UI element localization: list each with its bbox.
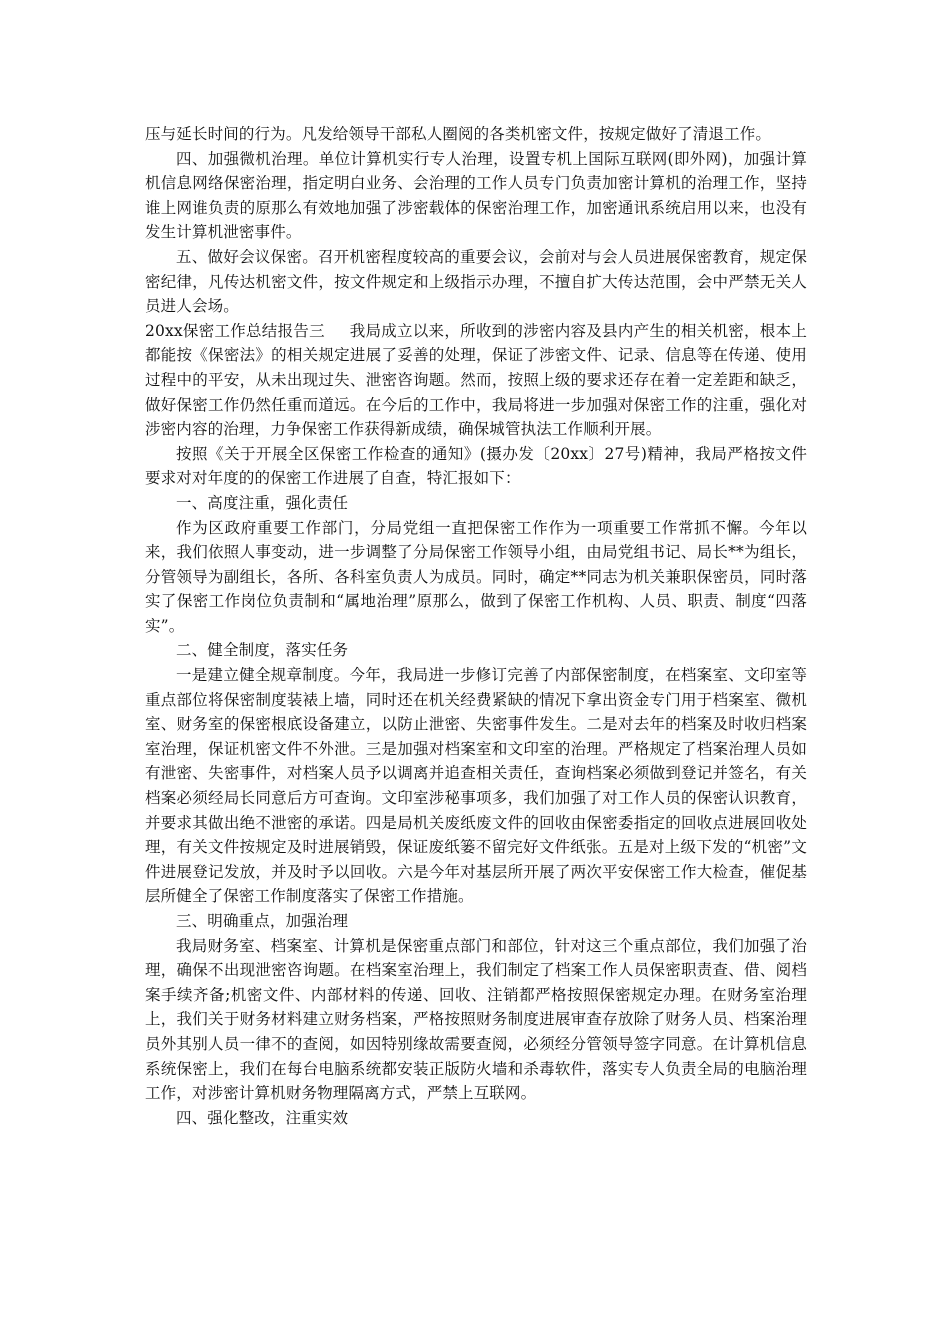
section-heading-1: 一、高度注重，强化责任 [176, 493, 349, 512]
section-heading-2: 二、健全制度，落实任务 [176, 641, 349, 660]
paragraph-notice: 按照《关于开展全区保密工作检查的通知》(摄办发〔20xx〕27号)精神，我局严格按文件要求对对年度的的保密工作进展了自查，特汇报如下： [145, 444, 807, 488]
section-heading-4: 四、强化整改，注重实效 [176, 1108, 349, 1127]
section-heading-3: 三、明确重点，加强治理 [176, 912, 349, 930]
document-page [145, 122, 807, 1130]
report3-title: 20xx保密工作总结报告三 [145, 321, 325, 340]
paragraph-microcomputer: 四、加强微机治理。单位计算机实行专人治理，设置专机上国际互联网(即外网)，加强计算机信息网络保密治理，指定明白业务、会治理的工作人员专门负责加密计算机的治理工作，坚持谁上网谁负责的原那么有效地加强了涉密载体的保密治理工作，加密通讯系统启用以来，也没有发生计算机泄密事件。 [145, 149, 807, 242]
paragraph-section-3: 我局财务室、档案室、计算机是保密重点部门和部位，针对这三个重点部位，我们加强了治理，确保不出现泄密咨询题。在档案室治理上，我们制定了档案工作人员保密职责查、借、阅档案手续齐备;机密文件、内部材料的传递、回收、注销都严格按照保密规定办理。在财务室治理上，我们关于财务材料建立财务档案，严格按照财务制度进展审查存放除了财务人员、档案治理员外其别人员一律不的查阅，如因特别缘故需要查阅，必须经分管领导签字同意。在计算机信息系统保密上，我们在每台电脑系统都安装正版防火墙和杀毒软件，落实专人负责全局的电脑治理工作，对涉密计算机财务物理隔离方式，严禁上互联网。 [145, 936, 807, 1103]
report3-intro: 我局成立以来，所收到的涉密内容及县内产生的相关机密，根本上都能按《保密法》的相关规定进展了妥善的处理，保证了涉密文件、记录、信息等在传递、使用过程中的平安，从未出现过失、泄密咨询题。然而，按照上级的要求还存在着一定差距和缺乏，做好保密工作仍然任重而道远。在今后的工作中，我局将进一步加强对保密工作的注重，强化对涉密内容的治理，力争保密工作获得新成绩，确保城管执法工作顺利开展。 [145, 321, 807, 439]
paragraph-continuation: 压与延长时间的行为。凡发给领导干部私人圈阅的各类机密文件，按规定做好了清退工作。 [145, 125, 772, 143]
paragraph-meeting: 五、做好会议保密。召开机密程度较高的重要会议，会前对与会人员进展保密教育，规定保密纪律，凡传达机密文件，按文件规定和上级指示办理，不擅自扩大传达范围，会中严禁无关人员进人会场。 [145, 247, 807, 316]
paragraph-section-2: 一是建立健全规章制度。今年，我局进一步修订完善了内部保密制度，在档案室、文印室等重点部位将保密制度装裱上墙，同时还在机关经费紧缺的情况下拿出资金专门用于档案室、微机室、财务室的保密根底设备建立，以防止泄密、失密事件发生。二是对去年的档案及时收归档案室治理，保证机密文件不外泄。三是加强对档案室和文印室的治理。严格规定了档案治理人员如有泄密、失密事件，对档案人员予以调离并追查相关责任，查询档案必须做到登记并签名，有关档案必须经局长同意后方可查询。文印室涉秘事项多，我们加强了对工作人员的保密认识教育，并要求其做出绝不泄密的承诺。四是局机关废纸废文件的回收由保密委指定的回收点进展回收处理，有关文件按规定及时进展销毁，保证废纸篓不留完好文件纸张。五是对上级下发的“机密”文件进展登记发放，并及时予以回收。六是今年对基层所开展了两次平安保密工作大检查，催促基层所健全了保密工作制度落实了保密工作措施。 [145, 666, 807, 906]
report3-paragraph [145, 319, 807, 442]
paragraph-section-1: 作为区政府重要工作部门，分局党组一直把保密工作作为一项重要工作常抓不懈。今年以来，我们依照人事变动，进一步调整了分局保密工作领导小组，由局党组书记、局长**为组长，分管领导为副组长，各所、各科室负责人为成员。同时，确定**同志为机关兼职保密员，同时落实了保密工作岗位负责制和“属地治理”原那么，做到了保密工作机构、人员、职责、制度“四落实”。 [145, 518, 807, 635]
